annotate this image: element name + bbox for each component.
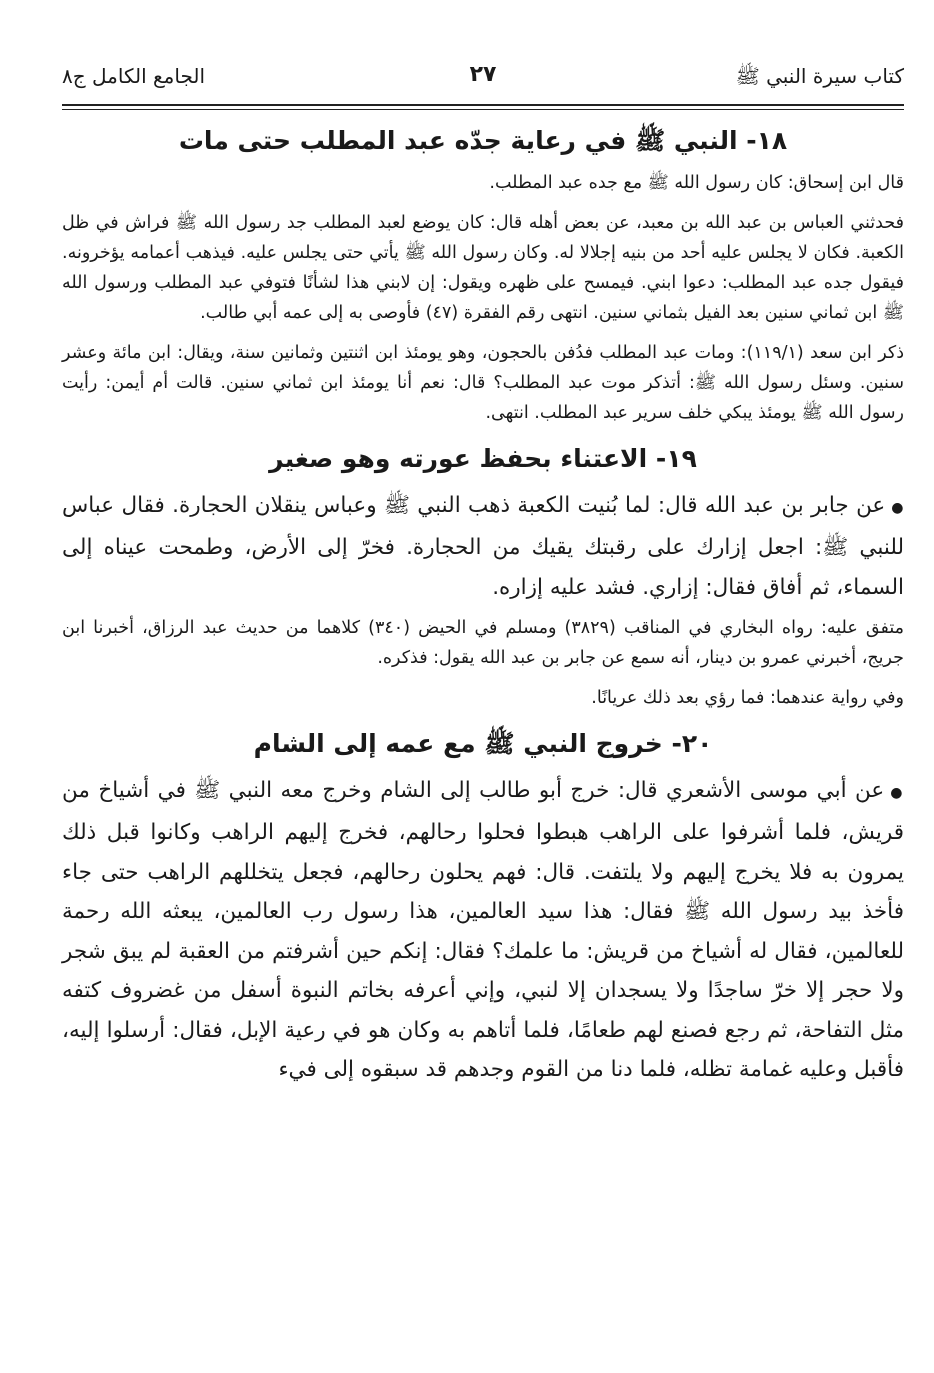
hadith-paragraph xyxy=(62,486,904,608)
header-rule-thin xyxy=(62,109,904,110)
header-rule xyxy=(62,104,904,106)
bullet-icon: ● xyxy=(890,784,905,801)
section-heading-19: ١٩- الاعتناء بحفظ عورته وهو صغير xyxy=(269,443,697,473)
bullet-icon: ● xyxy=(891,499,904,516)
note-paragraph: قال ابن إسحاق: كان رسول الله ﷺ مع جده عبد المطلب. xyxy=(489,172,904,193)
page-number: ٢٧ xyxy=(469,62,497,87)
section-heading-20: ٢٠- خروج النبي ﷺ مع عمه إلى الشام xyxy=(253,729,713,758)
note-paragraph: وفي رواية عندهما: فما رؤي بعد ذلك عريانًا. xyxy=(591,688,904,708)
section-heading-18: ١٨- النبي ﷺ في رعاية جدّه عبد المطلب حتى مات xyxy=(178,126,788,155)
running-header xyxy=(62,58,904,102)
book-title: كتاب سيرة النبي ﷺ xyxy=(735,64,904,88)
note-paragraph: ذكر ابن سعد (١١٩/١): ومات عبد المطلب فدُفن بالحجون، وهو يومئذ ابن اثنتين وثمانين سنة، ويقال: ابن مائة وعشر سنين. وسئل رسول الله ﷺ: أتذكر موت عبد المطلب؟ قال: نعم أنا يومئذ ابن ثماني سنين. قالت أم أيمن: رأيت رسول الله ﷺ يومئذ يبكي خلف سرير عبد المطلب. انتهى. xyxy=(62,342,904,423)
hadith-paragraph xyxy=(62,771,904,1090)
series-title: الجامع الكامل ج٨ xyxy=(62,64,206,88)
note-paragraph: متفق عليه: رواه البخاري في المناقب (٣٨٢٩) ومسلم في الحيض (٣٤٠) كلاهما من حديث عبد الرزاق، أخبرنا ابن جريج، أخبرني عمرو بن دينار، أنه سمع عن جابر بن عبد الله يقول: فذكره. xyxy=(62,618,904,668)
hadith-text: عن أبي موسى الأشعري قال: خرج أبو طالب إلى الشام وخرج معه النبي ﷺ في أشياخ من قريش، فلما أشرفوا على الراهب هبطوا فحلوا رحالهم، فخرج إليهم الراهب وكانوا قبل ذلك يمرون به فلا يخرج إليهم ولا يلتفت. قال: فهم يحلون رحالهم، فجعل يتخللهم الراهب حتى جاء فأخذ بيد رسول الله ﷺ فقال: هذا سيد العالمين، هذا رسول رب العالمين، يبعثه الله رحمة للعالمين، فقال له أشياخ من قريش: ما علمك؟ فقال: إنكم حين أشرفتم من العقبة لم يبق شجر ولا حجر إلا خرّ ساجدًا ولا يسجدان إلا لنبي، وإني أعرفه بخاتم النبوة أسفل من غضروف كتفه مثل التفاحة، ثم رجع فصنع لهم طعامًا، فلما أتاهم به وكان هو في رعية الإبل، فقال: أرسلوا إليه، فأقبل وعليه غمامة تظله، فلما دنا من القوم وجدهم قد سبقوه إلى فيء xyxy=(62,777,904,1083)
note-paragraph: فحدثني العباس بن عبد الله بن معبد، عن بعض أهله قال: كان يوضع لعبد المطلب جد رسول الله ﷺ فراش في ظل الكعبة. فكان لا يجلس عليه أحد من بنيه إجلالا له. وكان رسول الله ﷺ يأتي حتى يجلس عليه. فيذهب أعمامه يؤخرونه. فيقول جده عبد المطلب: دعوا ابني. فيمسح على ظهره ويقول: إن لابني هذا لشأنًا فتوفي عبد المطلب ورسول الله ﷺ ابن ثماني سنين بعد الفيل بثماني سنين. انتهى رقم الفقرة (٤٧) فأوصى به إلى عمه أبي طالب. xyxy=(62,212,904,323)
book-page xyxy=(62,58,904,1096)
hadith-text: عن جابر بن عبد الله قال: لما بُنيت الكعبة ذهب النبي ﷺ وعباس ينقلان الحجارة. فقال عباس للنبي ﷺ: اجعل إزارك على رقبتك يقيك من الحجارة. فخرّ إلى الأرض، وطمحت عيناه إلى السماء، ثم أفاق فقال: إزاري. فشد عليه إزاره. xyxy=(62,492,904,600)
